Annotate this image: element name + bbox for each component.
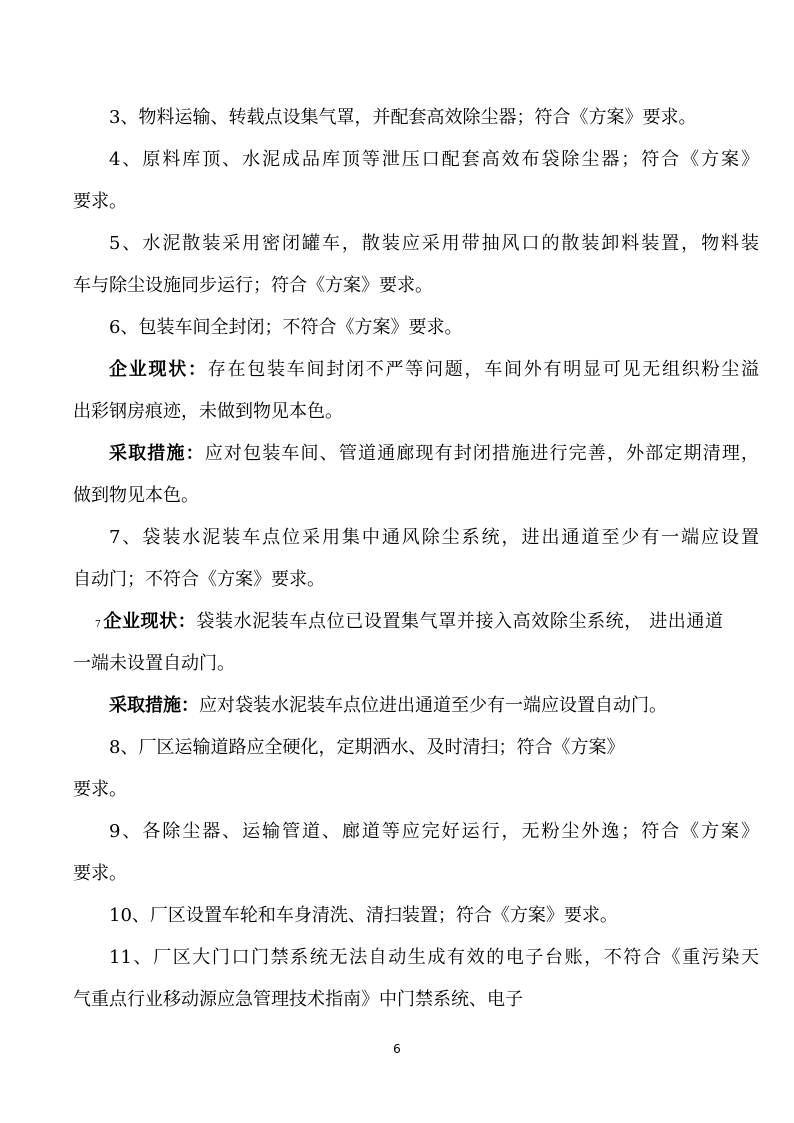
paragraph-item-3: 3、物料运输、转载点设集气罩，并配套高效除尘器；符合《方案》要求。 <box>109 107 697 128</box>
paragraph-item-10: 10、厂区设置车轮和车身清洗、清扫装置；符合《方案》要求。 <box>109 905 618 926</box>
paragraph-item-11-cont: 气重点行业移动源应急管理技术指南》中门禁系统、电子 <box>73 989 523 1010</box>
status-paragraph-1-cont: 出彩钢房痕迹，未做到物见本色。 <box>73 401 343 422</box>
status-paragraph-2 <box>95 610 723 637</box>
paragraph-item-7-cont: 自动门；不符合《方案》要求。 <box>73 569 325 590</box>
measure-paragraph-1-cont: 做到物见本色。 <box>73 485 199 506</box>
paragraph-item-8: 8、厂区运输道路应全硬化，定期洒水、及时清扫；符合《方案》 <box>109 737 625 758</box>
paragraph-item-8-cont: 要求。 <box>73 779 127 800</box>
status-text: 存在包装车间封闭不严等问题，车间外有明显可见无组织粉尘溢 <box>207 359 759 380</box>
status-label: 企业现状： <box>109 359 208 380</box>
measure-text: 应对袋装水泥装车点位进出通道至少有一端应设置自动门。 <box>199 695 667 716</box>
paragraph-item-9: 9、各除尘器、运输管道、廊道等应完好运行，无粉尘外逸；符合《方案》 <box>109 821 759 842</box>
paragraph-item-11: 11、厂区大门口门禁系统无法自动生成有效的电子台账，不符合《重污染天 <box>109 947 759 968</box>
paragraph-item-9-cont: 要求。 <box>73 863 127 884</box>
measure-label: 采取措施： <box>109 443 205 464</box>
stray-marker: 7 <box>95 620 101 630</box>
status-text: 袋装水泥装车点位已设置集气罩并接入高效除尘系统， 进出通道 <box>196 611 724 632</box>
status-paragraph-2-cont: 一端未设置自动门。 <box>73 653 235 674</box>
paragraph-item-4-cont: 要求。 <box>73 191 127 212</box>
paragraph-item-5-cont: 车与除尘设施同步运行；符合《方案》要求。 <box>73 275 433 296</box>
measure-label: 采取措施： <box>109 695 199 716</box>
paragraph-item-5: 5、水泥散装采用密闭罐车，散装应采用带抽风口的散装卸料装置，物料装 <box>109 233 759 254</box>
status-paragraph-1 <box>109 358 759 382</box>
measure-paragraph-1 <box>109 442 759 466</box>
paragraph-item-6: 6、包装车间全封闭；不符合《方案》要求。 <box>109 317 463 338</box>
paragraph-item-4: 4、原料库顶、水泥成品库顶等泄压口配套高效布袋除尘器；符合《方案》 <box>109 149 759 170</box>
measure-text: 应对包装车间、管道通廊现有封闭措施进行完善，外部定期清理， <box>204 443 760 464</box>
paragraph-item-7: 7、袋装水泥装车点位采用集中通风除尘系统，进出通道至少有一端应设置 <box>109 527 759 548</box>
measure-paragraph-2 <box>109 694 759 718</box>
status-label: 企业现状： <box>102 611 197 632</box>
page-number: 6 <box>393 1042 401 1056</box>
